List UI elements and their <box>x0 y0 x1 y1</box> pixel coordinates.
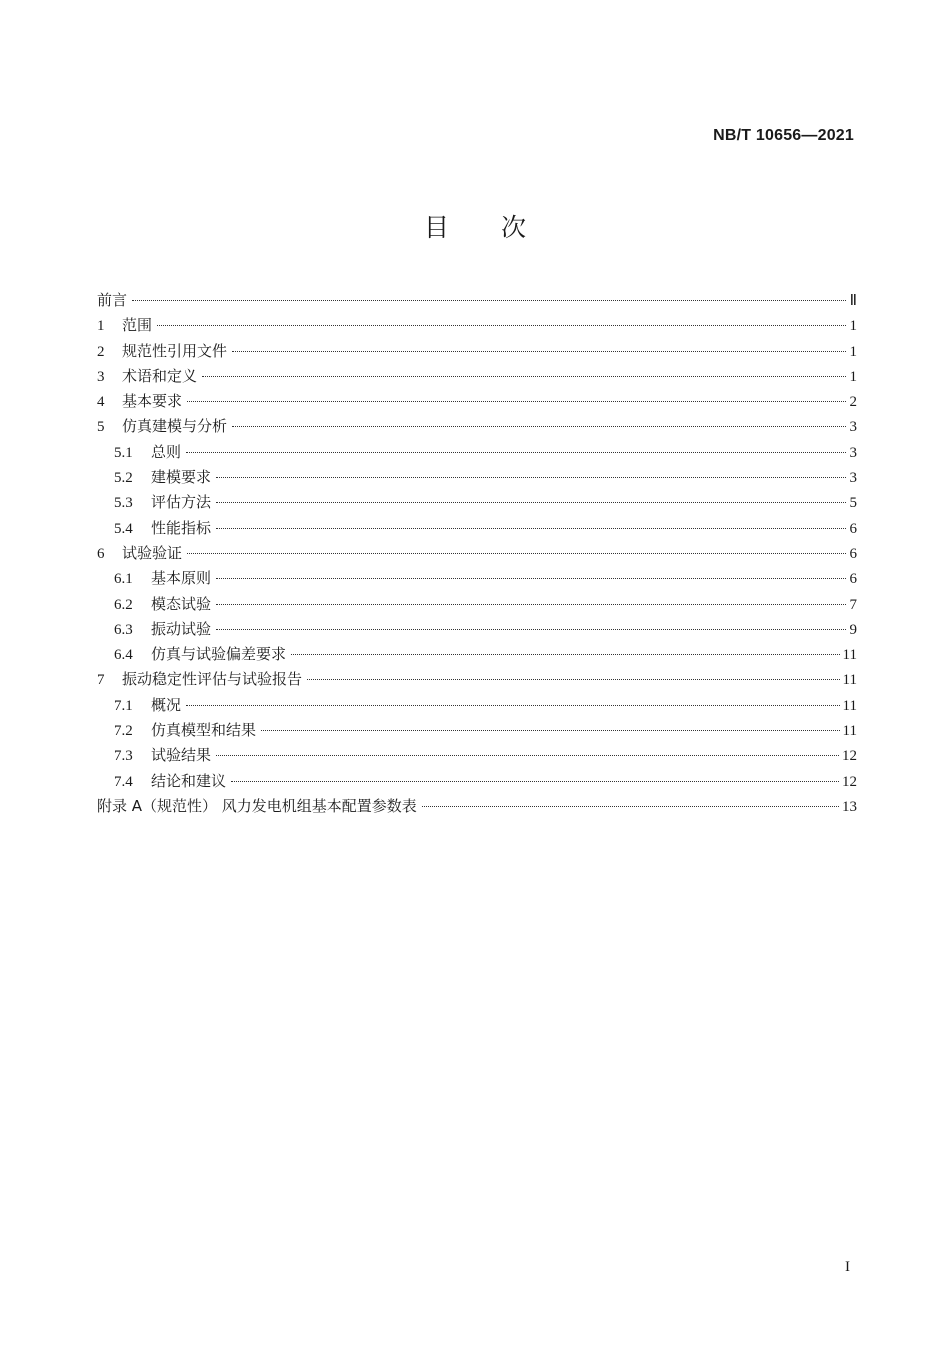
toc-title <box>0 208 950 244</box>
toc-entry-number: 7.3 <box>114 748 133 765</box>
toc-entry-page: 9 <box>849 621 857 638</box>
leader-dots <box>422 806 839 807</box>
toc-entry-1[interactable] <box>97 313 857 338</box>
toc-entry-6-1[interactable] <box>97 566 857 591</box>
toc-entry-page: 1 <box>849 343 857 360</box>
toc-entry-page: 6 <box>849 571 857 588</box>
toc-entry-number: 6.2 <box>114 596 133 613</box>
toc-entry-number: 6 <box>97 545 105 562</box>
toc-entry-page: 11 <box>842 697 857 714</box>
toc-entry-label: 结论和建议 <box>151 771 227 790</box>
toc-entry-number: 3 <box>97 368 105 385</box>
toc-entry-label: 前言 <box>97 291 128 309</box>
leader-dots <box>216 477 846 478</box>
toc-entry-5-3[interactable] <box>97 490 857 515</box>
leader-dots <box>307 679 840 680</box>
toc-entry-number: 5.4 <box>114 520 133 537</box>
toc-title-char-2: 次 <box>501 213 527 242</box>
toc-entry-number: 7.4 <box>114 773 133 790</box>
toc-entry-page: 1 <box>849 318 857 335</box>
toc-entry-6[interactable] <box>97 541 857 566</box>
toc-entry-number: 2 <box>97 343 105 360</box>
toc-entry-appendix-a[interactable] <box>97 794 857 819</box>
toc-entry-label: 模态试验 <box>151 594 212 613</box>
leader-dots <box>216 604 846 605</box>
leader-dots <box>216 528 846 529</box>
toc-entry-label: 仿真建模与分析 <box>122 417 228 436</box>
leader-dots <box>216 629 846 630</box>
toc-entry-page: 6 <box>849 520 857 537</box>
leader-dots <box>186 705 840 706</box>
toc-entry-7-1[interactable] <box>97 693 857 718</box>
toc-entry-number: 5.3 <box>114 495 133 512</box>
leader-dots <box>232 426 846 427</box>
toc-entry-label: 评估方法 <box>151 493 212 512</box>
toc-entry-number: 6.1 <box>114 571 133 588</box>
toc-entry-2[interactable] <box>97 339 857 364</box>
toc-entry-label: 振动试验 <box>151 619 212 638</box>
toc-entry-page: 5 <box>849 495 857 512</box>
toc-entry-page: 7 <box>849 596 857 613</box>
toc-entry-label: 术语和定义 <box>122 366 198 385</box>
toc-entry-6-3[interactable] <box>97 617 857 642</box>
toc-entry-4[interactable] <box>97 389 857 414</box>
page-number: I <box>845 1259 850 1275</box>
toc-entry-label: 附录 A（规范性） 风力发电机组基本配置参数表 <box>97 796 417 815</box>
toc-entry-label: 基本原则 <box>151 569 212 588</box>
toc-entry-6-4[interactable] <box>97 642 857 667</box>
toc-entry-number: 7.1 <box>114 697 133 714</box>
toc-entry-7-4[interactable] <box>97 769 857 794</box>
table-of-contents <box>97 288 857 819</box>
toc-entry-5-4[interactable] <box>97 516 857 541</box>
leader-dots <box>261 730 840 731</box>
toc-entry-label: 仿真与试验偏差要求 <box>151 645 287 664</box>
toc-entry-number: 1 <box>97 318 105 335</box>
toc-entry-number: 7.2 <box>114 723 133 740</box>
toc-entry-label: 性能指标 <box>151 518 212 537</box>
toc-entry-7[interactable] <box>97 667 857 692</box>
toc-entry-label: 规范性引用文件 <box>122 341 228 360</box>
leader-dots <box>132 300 846 301</box>
leader-dots <box>216 578 846 579</box>
leader-dots <box>202 376 846 377</box>
toc-entry-6-2[interactable] <box>97 592 857 617</box>
toc-entry-page: 11 <box>842 672 857 689</box>
leader-dots <box>216 502 846 503</box>
leader-dots <box>187 553 846 554</box>
toc-entry-label: 振动稳定性评估与试验报告 <box>122 670 303 689</box>
toc-entry-5[interactable] <box>97 414 857 439</box>
toc-entry-7-3[interactable] <box>97 743 857 768</box>
toc-entry-label: 基本要求 <box>122 392 183 411</box>
toc-entry-page: Ⅱ <box>849 293 857 309</box>
leader-dots <box>231 781 839 782</box>
toc-entry-page: 2 <box>849 394 857 411</box>
toc-entry-number: 4 <box>97 394 105 411</box>
document-code: NB/T 10656—2021 <box>713 127 854 144</box>
leader-dots <box>157 325 846 326</box>
toc-entry-number: 5.2 <box>114 470 133 487</box>
toc-entry-page: 13 <box>842 798 857 815</box>
toc-entry-preface[interactable] <box>97 288 857 313</box>
toc-entry-7-2[interactable] <box>97 718 857 743</box>
toc-entry-label: 概况 <box>151 695 182 714</box>
toc-entry-page: 3 <box>849 444 857 461</box>
toc-entry-label: 范围 <box>122 316 153 335</box>
toc-entry-page: 11 <box>842 723 857 740</box>
leader-dots <box>187 401 846 402</box>
leader-dots <box>232 351 846 352</box>
leader-dots <box>186 452 846 453</box>
toc-entry-page: 12 <box>842 748 857 765</box>
toc-entry-3[interactable] <box>97 364 857 389</box>
toc-entry-page: 6 <box>849 545 857 562</box>
leader-dots <box>291 654 840 655</box>
toc-entry-5-1[interactable] <box>97 440 857 465</box>
toc-entry-label: 试验结果 <box>151 746 212 765</box>
toc-entry-page: 1 <box>849 368 857 385</box>
toc-entry-page: 3 <box>849 470 857 487</box>
toc-entry-number: 7 <box>97 672 105 689</box>
toc-entry-page: 11 <box>842 647 857 664</box>
toc-entry-number: 6.3 <box>114 621 133 638</box>
toc-title-char-1: 目 <box>423 213 449 242</box>
toc-entry-label: 试验验证 <box>122 543 183 562</box>
toc-entry-label: 建模要求 <box>151 468 212 487</box>
toc-entry-number: 5.1 <box>114 444 133 461</box>
toc-entry-number: 5 <box>97 419 105 436</box>
toc-entry-label: 总则 <box>151 442 182 461</box>
toc-entry-label: 仿真模型和结果 <box>151 721 257 740</box>
leader-dots <box>216 755 839 756</box>
toc-entry-5-2[interactable] <box>97 465 857 490</box>
toc-entry-number: 6.4 <box>114 647 133 664</box>
toc-entry-page: 3 <box>849 419 857 436</box>
toc-entry-page: 12 <box>842 773 857 790</box>
